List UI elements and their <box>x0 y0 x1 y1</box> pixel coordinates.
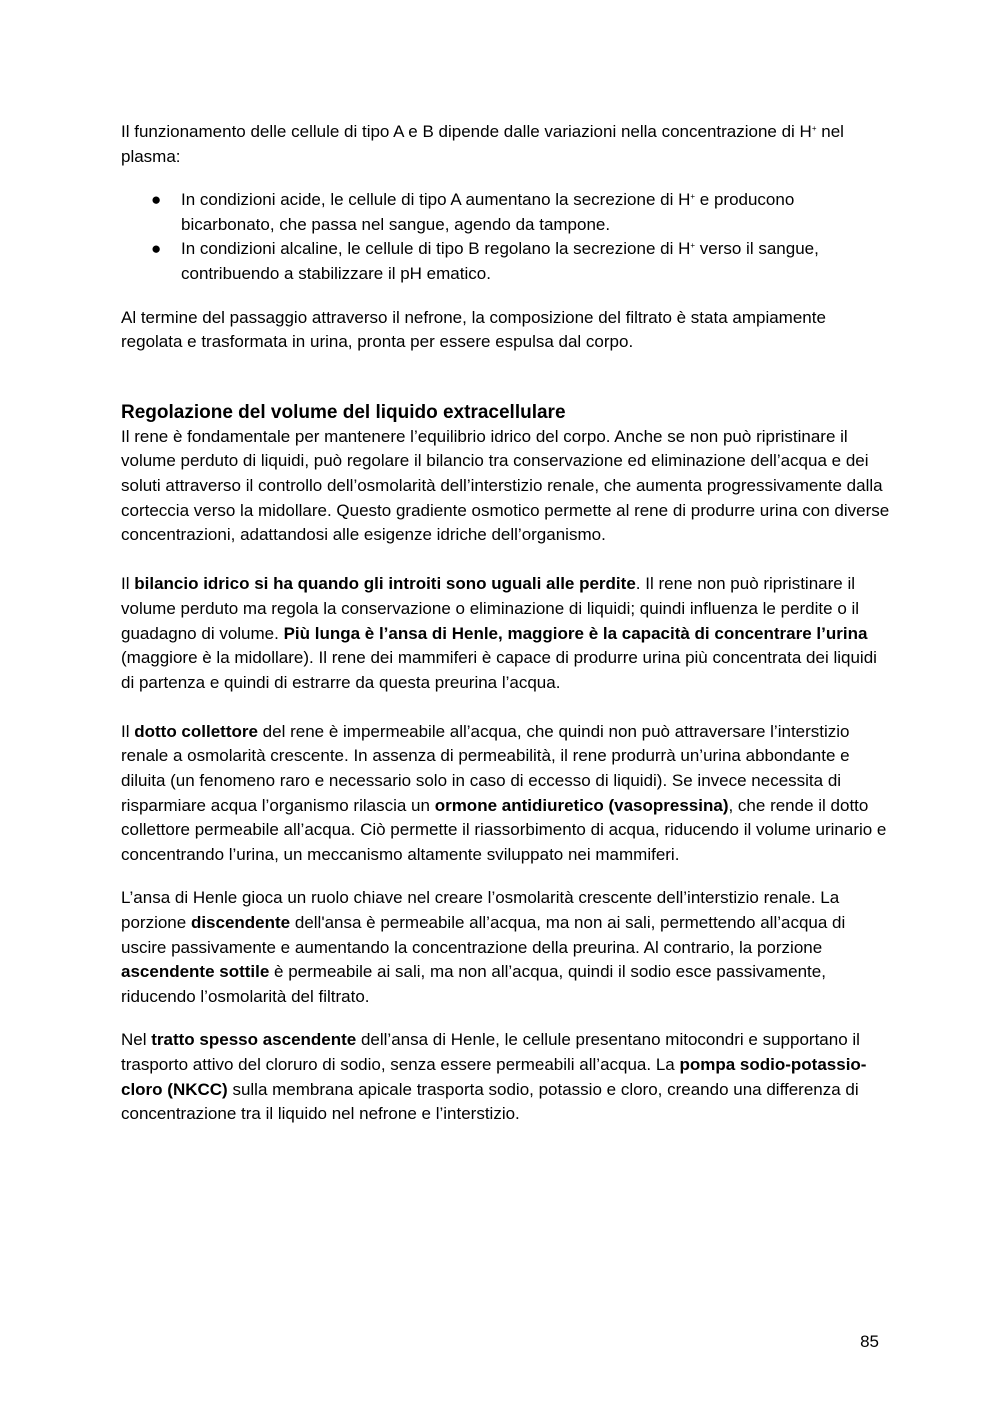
section-paragraph-1: Il rene è fondamentale per mantenere l’equilibrio idrico del corpo. Anche se non può ripristinare il volume perduto di liquidi, può regolare il bilancio tra conservazione ed eliminazione dell’acqua e dei soluti attraverso il controllo dell’osmolarità dell’interstizio renale, che aumenta progressivamente dalla corteccia verso la midollare. Questo gradiente osmotico permette al rene di produrre urina con diverse concentrazioni, adattandosi alle esigenze idriche dell’organismo. <box>121 426 890 545</box>
section-paragraph-3 <box>121 720 891 868</box>
text-run: (maggiore è la midollare). Il rene dei mammiferi è capace di produrre urina più concentrata dei liquidi di partenza e quindi di estrarre da questa preurina l’acqua. <box>121 648 877 692</box>
bullet-marker: ● <box>151 190 162 210</box>
text-run: dell’ansa di Henle, le cellule presentano mitocondri e supportano il trasporto attivo del cloruro di sodio, senza essere permeabili all’acqua. La <box>121 1030 860 1074</box>
bold-text: Più lunga è l’ansa di Henle, maggiore è la capacità di concentrare l’urina <box>283 623 868 643</box>
section-paragraph-4 <box>121 886 891 1009</box>
text-run: del rene è impermeabile all’acqua, che quindi non può attraversare l’interstizio renale a osmolarità crescente. In assenza di permeabilità, il rene produrrà un’urina abbondante e diluita (un fenomeno raro e necessario solo in caso di eccesso di liquidi). Se invece necessita di risparmiare acqua l’organismo rilascia un <box>121 721 850 815</box>
closing-paragraph: Al termine del passaggio attraverso il nefrone, la composizione del filtrato è stata ampiamente regolata e trasformata in urina, pronta per essere espulsa dal corpo. <box>121 307 826 352</box>
text-run: sulla membrana apicale trasporta sodio, potassio e cloro, creando una differenza di concentrazione tra il liquido nel nefrone e l’interstizio. <box>121 1079 859 1124</box>
section-paragraph-2 <box>121 572 891 695</box>
bold-text: ormone antidiuretico (vasopressina) <box>434 795 729 815</box>
section-paragraph-5 <box>121 1028 891 1126</box>
bold-text: pompa sodio-potassio-cloro (NKCC) <box>121 1055 867 1099</box>
document-page <box>121 120 891 1127</box>
superscript-plus: + <box>690 241 696 251</box>
page-number: 85 <box>860 1332 879 1351</box>
superscript-plus: + <box>811 124 817 133</box>
list-item <box>121 237 891 286</box>
section-heading: Regolazione del volume del liquido extracellulare <box>121 401 566 423</box>
superscript-plus: + <box>690 192 696 202</box>
text-run: Il <box>121 574 135 594</box>
bold-text: tratto spesso ascendente <box>151 1030 357 1050</box>
bullet-text-after: e producono bicarbonato, che passa nel sangue, agendo da tampone. <box>181 190 795 234</box>
text-run: L’ansa di Henle gioca un ruolo chiave nel creare l’osmolarità crescente dell’interstizio renale. La porzione <box>121 888 840 933</box>
bold-text: bilancio idrico si ha quando gli introiti sono uguali alle perdite <box>134 574 636 594</box>
bullet-list <box>121 188 891 286</box>
list-item <box>121 188 891 237</box>
intro-text-after: nel plasma: <box>121 122 844 166</box>
text-run: dell'ansa è permeabile all’acqua, ma non ai sali, permettendo all’acqua di uscire passivamente e aumentando la concentrazione della preurina. Al contrario, la porzione <box>121 913 846 957</box>
bullet-marker: ● <box>151 239 162 259</box>
intro-paragraph <box>121 120 891 169</box>
bullet-text-after: verso il sangue, contribuendo a stabilizzare il pH ematico. <box>181 239 819 283</box>
text-run: Nel <box>121 1030 152 1050</box>
text-run: . Il rene non può ripristinare il volume perduto ma regola la conservazione o eliminazione di liquidi; quindi influenza le perdite o il guadagno di volume. <box>121 574 860 643</box>
intro-text: Il funzionamento delle cellule di tipo A e B dipende dalle variazioni nella concentrazione di H <box>121 122 812 141</box>
bold-text: ascendente sottile <box>121 962 270 982</box>
bullet-text: In condizioni alcaline, le cellule di tipo B regolano la secrezione di H <box>181 239 691 259</box>
bold-text: discendente <box>190 913 291 933</box>
text-run: Il <box>121 721 135 741</box>
text-run: , che rende il dotto collettore permeabile all’acqua. Ciò permette il riassorbimento di acqua, riducendo il volume urinario e concentrando l’urina, un meccanismo altamente sviluppato nei mammiferi. <box>121 795 887 864</box>
bold-text: dotto collettore <box>134 721 258 741</box>
text-run: è permeabile ai sali, ma non all’acqua, quindi il sodio esce passivamente, riducendo l’osmolarità del filtrato. <box>121 962 826 1006</box>
bullet-text: In condizioni acide, le cellule di tipo A aumentano la secrezione di H <box>181 190 691 210</box>
